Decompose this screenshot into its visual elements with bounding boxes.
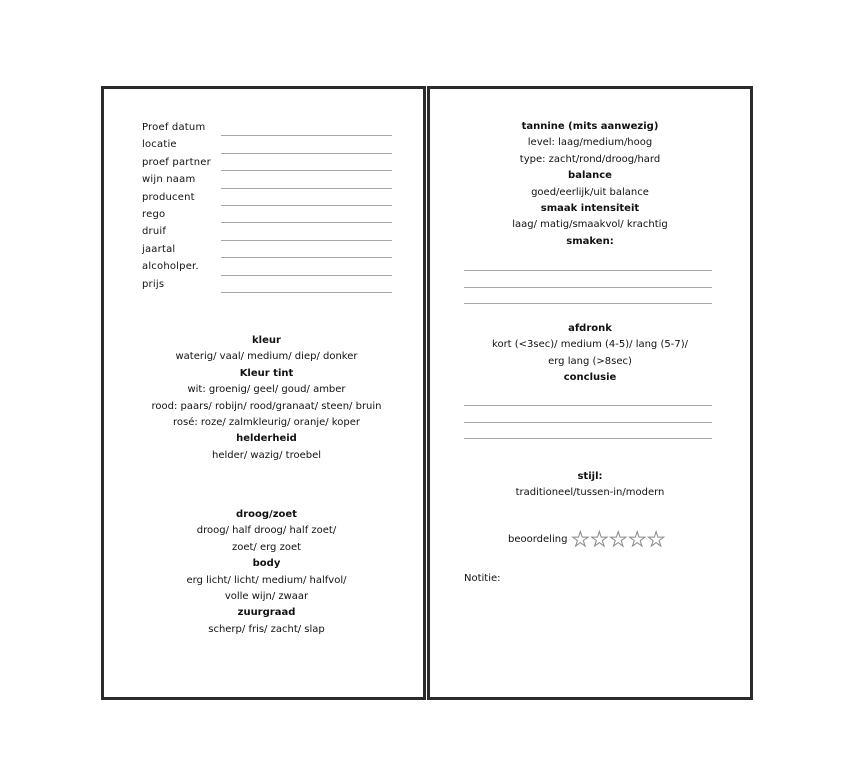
droog-options-2: zoet/ erg zoet (231, 541, 302, 553)
afdronk-section (430, 321, 750, 387)
left-page (101, 86, 426, 700)
field-row (142, 191, 392, 208)
field-line[interactable] (221, 205, 392, 206)
star-icon[interactable]: ★ (590, 527, 609, 551)
field-row (142, 278, 392, 295)
field-line[interactable] (221, 275, 392, 276)
zuurgraad-heading: zuurgraad (237, 607, 296, 619)
field-label: rego (142, 208, 166, 220)
rood-options: rood: paars/ robijn/ rood/granaat/ steen/ bruin (151, 400, 382, 412)
afdronk-options-1: kort (<3sec)/ medium (4-5)/ lang (5-7)/ (492, 339, 688, 351)
right-page (427, 86, 753, 700)
field-line[interactable] (221, 188, 392, 189)
field-line[interactable] (221, 257, 392, 258)
type-options: type: zacht/rond/droog/hard (519, 153, 661, 165)
star-icon[interactable]: ★ (571, 527, 590, 551)
field-label: prijs (142, 278, 165, 290)
write-line[interactable] (464, 271, 712, 287)
field-line[interactable] (221, 153, 392, 154)
field-label: producent (142, 191, 195, 203)
balance-options: goed/eerlijk/uit balance (531, 186, 649, 198)
field-row (142, 225, 392, 242)
droog-options-1: droog/ half droog/ half zoet/ (196, 525, 337, 537)
field-row (142, 243, 392, 260)
field-line[interactable] (221, 222, 392, 223)
info-fields (142, 121, 392, 295)
field-label: proef partner (142, 156, 211, 168)
wit-options: wit: groenig/ geel/ goud/ amber (187, 384, 346, 396)
star-icon[interactable]: ★ (609, 527, 628, 551)
write-line[interactable] (464, 390, 712, 406)
stijl-section (430, 469, 750, 502)
rating-label: beoordeling (508, 533, 568, 545)
field-label: wijn naam (142, 174, 196, 186)
rose-options: rosé: roze/ zalmkleurig/ oranje/ koper (173, 417, 360, 429)
field-row (142, 208, 392, 225)
body-heading: body (252, 558, 281, 570)
zuurgraad-options: scherp/ fris/ zacht/ slap (208, 623, 325, 635)
star-icon[interactable]: ★ (647, 527, 666, 551)
color-section (104, 333, 429, 464)
field-row (142, 121, 392, 138)
helderheid-options: helder/ wazig/ troebel (211, 449, 322, 461)
field-label: locatie (142, 139, 177, 151)
afdronk-options-2: erg lang (>8sec) (548, 355, 632, 367)
field-label: Proef datum (142, 122, 206, 133)
star-icon[interactable]: ★ (628, 527, 647, 551)
field-label: alcoholper. (142, 261, 199, 273)
taste-section (104, 507, 429, 638)
kleur-options: waterig/ vaal/ medium/ diep/ donker (175, 351, 358, 363)
level-options: level: laag/medium/hoog (527, 137, 653, 149)
write-line[interactable] (464, 423, 712, 439)
field-row (142, 260, 392, 277)
tint-heading: Kleur tint (239, 367, 294, 379)
write-line[interactable] (464, 406, 712, 422)
body-options-2: volle wijn/ zwaar (224, 591, 309, 603)
afdronk-heading: afdronk (568, 323, 612, 334)
field-line[interactable] (221, 240, 392, 241)
droog-heading: droog/zoet (236, 509, 297, 520)
field-row (142, 173, 392, 190)
field-line[interactable] (221, 292, 392, 293)
conclusie-heading: conclusie (563, 372, 617, 384)
balance-heading: balance (568, 170, 612, 182)
field-row (142, 156, 392, 173)
field-label: jaartal (142, 243, 176, 255)
smaak-heading: smaak intensiteit (540, 203, 640, 215)
stijl-options: traditioneel/tussen-in/modern (515, 487, 665, 499)
write-line[interactable] (464, 288, 712, 304)
field-line[interactable] (221, 170, 392, 171)
field-row (142, 138, 392, 155)
smaak-options: laag/ matig/smaakvol/ krachtig (512, 219, 668, 231)
rating (508, 529, 666, 549)
smaken-heading: smaken: (566, 235, 614, 247)
field-line[interactable] (221, 135, 392, 136)
write-line[interactable] (464, 255, 712, 271)
smaken-lines (464, 255, 712, 304)
tannine-section (430, 119, 750, 250)
field-label: druif (142, 226, 167, 238)
stijl-heading: stijl: (577, 471, 603, 482)
kleur-heading: kleur (252, 335, 281, 346)
tannine-heading: tannine (mits aanwezig) (521, 121, 659, 132)
notitie-label: Notitie: (464, 573, 501, 584)
helderheid-heading: helderheid (236, 433, 297, 445)
conclusie-lines (464, 390, 712, 439)
body-options-1: erg licht/ licht/ medium/ halfvol/ (186, 574, 347, 586)
